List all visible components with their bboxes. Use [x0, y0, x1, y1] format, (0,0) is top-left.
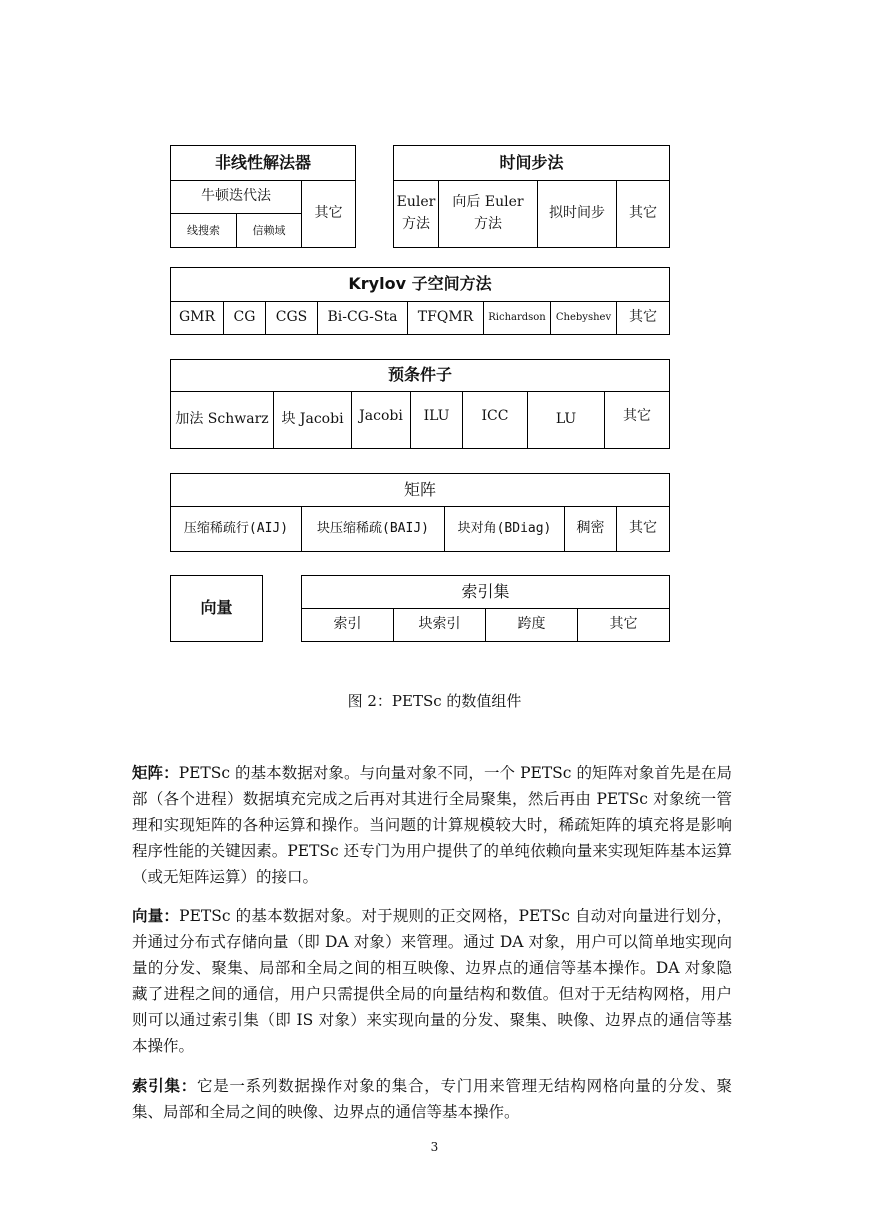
- trust-region: 信赖域: [236, 213, 302, 248]
- krylov-bicgstab: Bi-CG-Sta: [317, 301, 408, 335]
- precond-ilu: ILU: [410, 391, 463, 449]
- nonlinear-title: 非线性解法器: [170, 145, 356, 181]
- matrix-other: 其它: [616, 506, 670, 552]
- krylov-title: Krylov 子空间方法: [170, 267, 670, 302]
- matrix-baij: 块压缩稀疏(BAIJ): [301, 506, 445, 552]
- matrix-title: 矩阵: [170, 473, 670, 507]
- precond-lu: LU: [527, 391, 605, 449]
- krylov-cg: CG: [223, 301, 266, 335]
- timestep-title: 时间步法: [393, 145, 670, 181]
- indexset-index: 索引: [301, 608, 394, 642]
- precond-additive-schwarz: 加法 Schwarz: [170, 391, 274, 449]
- nonlinear-other: 其它: [301, 180, 356, 248]
- matrix-bdiag: 块对角(BDiag): [444, 506, 565, 552]
- krylov-richardson: Richardson: [483, 301, 551, 335]
- backward-euler-method: 向后 Euler 方法: [438, 180, 538, 248]
- pseudo-timestep: 拟时间步: [537, 180, 617, 248]
- timestep-other: 其它: [616, 180, 670, 248]
- krylov-other: 其它: [616, 301, 670, 335]
- precond-other: 其它: [604, 391, 670, 449]
- indexset-stride: 跨度: [485, 608, 578, 642]
- matrix-aij: 压缩稀疏行(AIJ): [170, 506, 302, 552]
- page-number: 3: [430, 1140, 439, 1154]
- paragraph-term: 向量：: [132, 907, 180, 925]
- krylov-cgs: CGS: [265, 301, 318, 335]
- paragraph-vector: [132, 903, 732, 1059]
- krylov-tfqmr: TFQMR: [407, 301, 484, 335]
- paragraph-matrix: [132, 760, 732, 890]
- preconditioner-title: 预条件子: [170, 359, 670, 392]
- paragraph-term: 索引集：: [132, 1077, 197, 1095]
- paragraph-indexset: [132, 1073, 732, 1125]
- precond-block-jacobi: 块 Jacobi: [273, 391, 352, 449]
- krylov-gmr: GMR: [170, 301, 224, 335]
- figure-caption: 图 2：PETSc 的数值组件: [347, 692, 522, 710]
- precond-jacobi: Jacobi: [351, 391, 411, 449]
- krylov-chebyshev: Chebyshev: [550, 301, 617, 335]
- indexset-other: 其它: [577, 608, 670, 642]
- paragraph-text: PETSc 的基本数据对象。对于规则的正交网格，PETSc 自动对向量进行划分，并通过分布式存储向量（即 DA 对象）来管理。通过 DA 对象，用户可以简单地实现向量的分发、聚集、局部和全局之间的相互映像、边界点的通信等基本操作。DA 对象隐藏了进程之间的通信，用户只需提供全局的向量结构和数值。但对于无结构网格，用户则可以通过索引集（即 IS 对象）来实现向量的分发、聚集、映像、边界点的通信等基本操作。: [132, 907, 732, 1055]
- indexset-title: 索引集: [301, 575, 670, 609]
- line-search: 线搜索: [170, 213, 237, 248]
- paragraph-text: 它是一系列数据操作对象的集合，专门用来管理无结构网格向量的分发、聚集、局部和全局之间的映像、边界点的通信等基本操作。: [132, 1077, 732, 1121]
- precond-icc: ICC: [462, 391, 528, 449]
- euler-method: Euler 方法: [393, 180, 439, 248]
- indexset-block-index: 块索引: [393, 608, 486, 642]
- paragraph-term: 矩阵：: [132, 764, 179, 782]
- newton-method: 牛顿迭代法: [170, 180, 302, 214]
- matrix-dense: 稠密: [564, 506, 617, 552]
- paragraph-text: PETSc 的基本数据对象。与向量对象不同，一个 PETSc 的矩阵对象首先是在局部（各个进程）数据填充完成之后再对其进行全局聚集，然后再由 PETSc 对象统一管理和实现矩阵的各种运算和操作。当问题的计算规模较大时，稀疏矩阵的填充将是影响程序性能的关键因素。PETSc 还专门为用户提供了的单纯依赖向量来实现矩阵基本运算（或无矩阵运算）的接口。: [132, 764, 732, 886]
- vector-box: 向量: [170, 575, 263, 642]
